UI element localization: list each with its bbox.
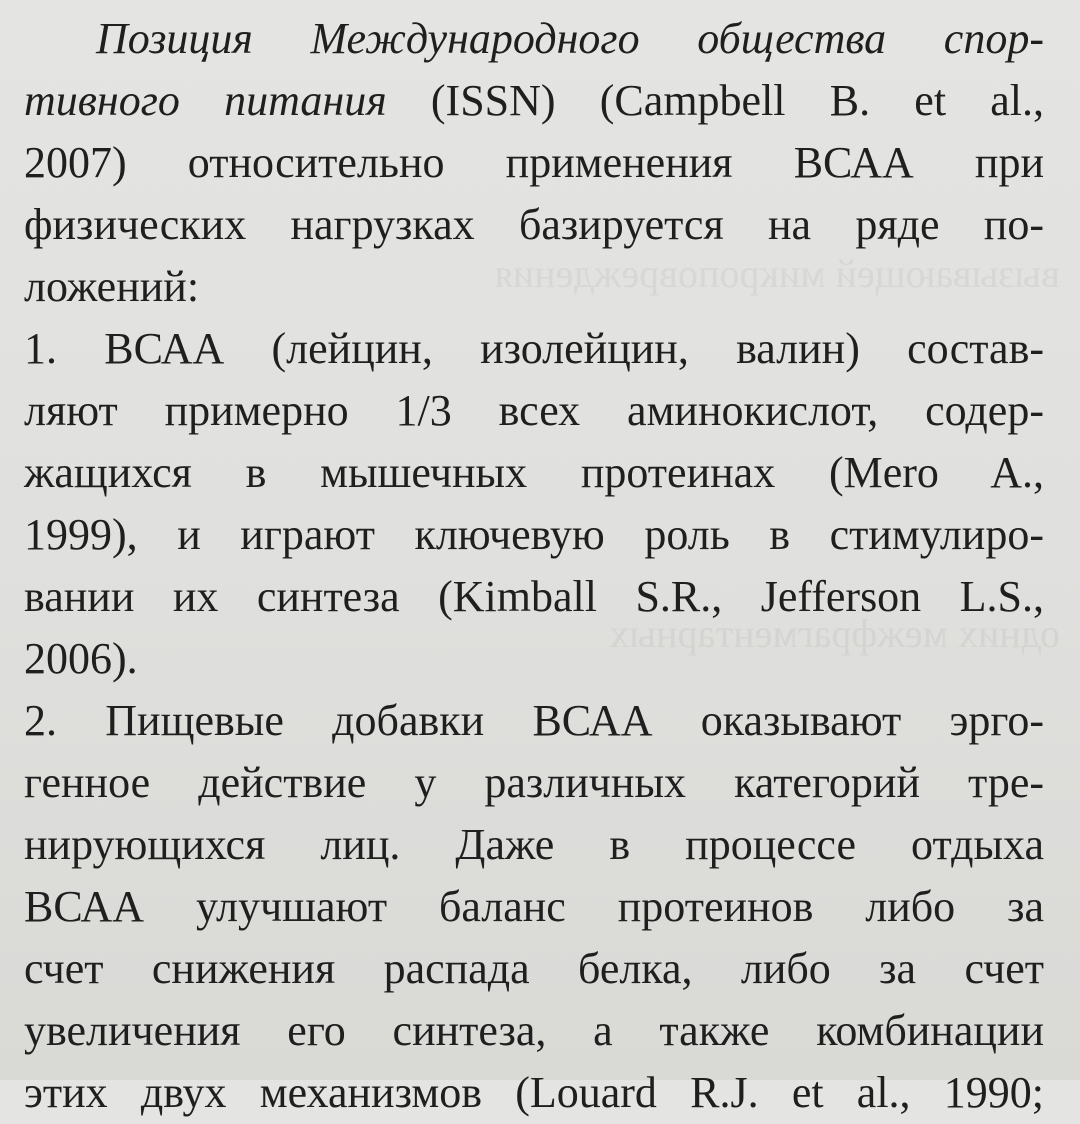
text-line	[24, 752, 1044, 814]
italic-text-segment: Позиция Международного общества спор-	[96, 14, 1044, 63]
text-segment: жащихся в мышечных протеинах (Mero A.,	[24, 448, 1044, 497]
text-line	[24, 318, 1044, 380]
text-segment: 1. ВСАА (лейцин, изолейцин, валин) состав-	[24, 324, 1044, 373]
text-segment: увеличения его синтеза, а также комбинации	[24, 1006, 1044, 1055]
text-line	[24, 1062, 1044, 1124]
text-line	[24, 8, 1044, 70]
text-line	[24, 132, 1044, 194]
text-line	[24, 938, 1044, 1000]
text-segment: ВСАА улучшают баланс протеинов либо за	[24, 882, 1044, 931]
text-line	[24, 1000, 1044, 1062]
text-line	[24, 70, 1044, 132]
bleed-through-shadow: вызывающей микроповреждения	[494, 251, 1060, 296]
text-line	[24, 814, 1044, 876]
text-segment: ляют примерно 1/3 всех аминокислот, содер-	[24, 386, 1044, 435]
text-segment: 2007) относительно применения ВСАА при	[24, 138, 1044, 187]
text-line	[24, 628, 1044, 690]
text-segment: ложений:	[24, 262, 200, 311]
text-segment: 1999), и играют ключевую роль в стимулиро-	[24, 510, 1044, 559]
text-segment: нирующихся лиц. Даже в процессе отдыха	[24, 820, 1044, 869]
text-line	[24, 442, 1044, 504]
text-segment: 2006).	[24, 634, 138, 683]
text-line	[24, 876, 1044, 938]
text-line	[24, 380, 1044, 442]
text-segment: физических нагрузках базируется на ряде по-	[24, 200, 1044, 249]
text-segment: счет снижения распада белка, либо за счет	[24, 944, 1044, 993]
body-text	[24, 8, 1044, 1124]
text-segment: 2. Пищевые добавки ВСАА оказывают эрго-	[24, 696, 1044, 745]
text-segment: вании их синтеза (Kimball S.R., Jefferson L.S.,	[24, 572, 1044, 621]
text-segment: (ISSN) (Campbell B. et al.,	[386, 76, 1045, 125]
text-line	[24, 194, 1044, 256]
text-line	[24, 690, 1044, 752]
bleed-through-shadow: одних межфрагментарных	[609, 611, 1060, 656]
italic-text-segment: тивного питания	[24, 76, 387, 125]
text-line	[24, 566, 1044, 628]
text-segment: этих двух механизмов (Louard R.J. et al., 1990;	[24, 1068, 1044, 1117]
text-line	[24, 256, 1044, 318]
text-segment: генное действие у различных категорий тре-	[24, 758, 1044, 807]
text-line	[24, 504, 1044, 566]
